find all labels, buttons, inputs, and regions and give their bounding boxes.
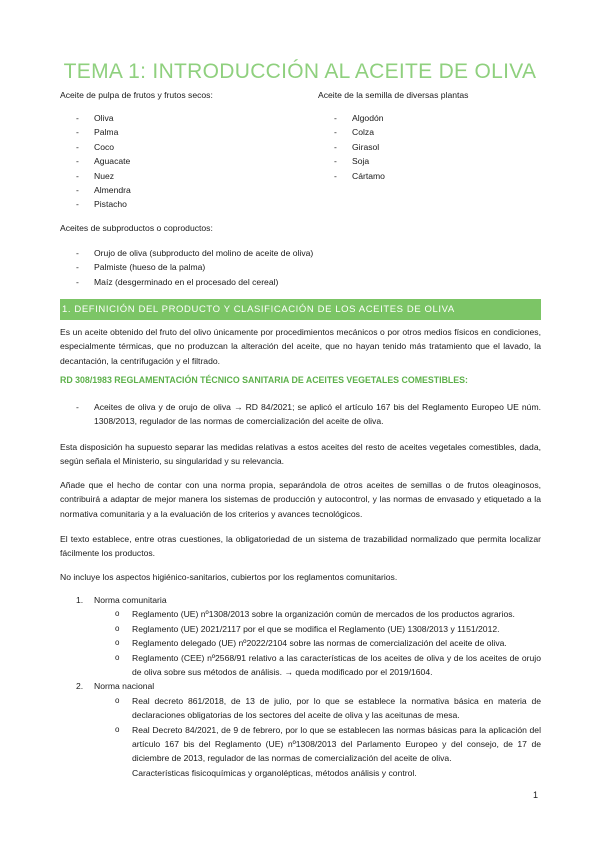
- section-heading-band: 1. DEFINICIÓN DEL PRODUCTO Y CLASIFICACIÓN DE LOS ACEITES DE OLIVA: [60, 299, 541, 320]
- list-item: - Colza: [334, 127, 374, 138]
- list-item: - Almendra: [76, 185, 131, 196]
- list-item: - Nuez: [76, 170, 115, 181]
- subproductos-list: [60, 246, 540, 289]
- paragraph: Añade que el hecho de contar con una norma propia, separándola de otros aceites de semillas o de frutos oleaginosos, contribuirá a adaptar de mejor manera los sistemas de producción y autocontrol, y las normas de envasado y etiquetado a la normativa comunitaria y a la evaluación de los criterios y avances tecnológicos.: [60, 480, 541, 519]
- norma-nacional: 2. Norma nacional: [76, 681, 155, 692]
- paragraph: Esta disposición ha supuesto separar las medidas relativas a estos aceites del resto de aceites vegetales comestibles, dada, según señala el Ministerio, su singularidad y su relevancia.: [60, 442, 541, 467]
- list-item: o Reglamento (CEE) nº2568/91 relativo a las características de los aceites de oliva y de los aceites de orujo de oliva sobre sus métodos de análisis. → queda modificado por el 2019/1604.: [115, 652, 541, 678]
- paragraph: El texto establece, entre otras cuestiones, la obligatoriedad de un sistema de trazabilidad normalizado que permita localizar fácilmente los productos.: [60, 534, 541, 559]
- rd-list: [60, 400, 541, 429]
- list-item: o Real decreto 861/2018, de 13 de julio, por lo que se establece la normativa básica en materia de declaraciones obligatorias de los sectores del aceite de oliva y las aceitunas de mesa.: [115, 695, 541, 721]
- semilla-list: [318, 111, 538, 183]
- paragraph: No incluye los aspectos higiénico-sanitarios, cubiertos por los reglamentos comunitarios.: [60, 572, 398, 582]
- subproductos-heading: Aceites de subproductos o coproductos:: [60, 223, 213, 233]
- list-item: - Orujo de oliva (subproducto del molino de aceite de oliva): [76, 248, 314, 258]
- definition-paragraph: Es un aceite obtenido del fruto del olivo únicamente por procedimientos mecánicos o por otros medios físicos en condiciones, especialmente térmicas, que no produzcan la alteración del aceite, que no hayan tenido más tratamiento que el lavado, la decantación, la centrifugación y el filtrado.: [60, 327, 541, 366]
- page-number: 1: [533, 790, 539, 800]
- list-item: o Real Decreto 84/2021, de 9 de febrero, por lo que se establecen las normas básicas para la aplicación del artículo 167 bis del Reglamento (UE) nº1308/2013 del Parlamento Europeo y del consejo, de 17 de diciembre de 2013, regulador de las normas de comercialización del aceite de oliva.: [115, 724, 541, 764]
- list-item: - Soja: [334, 156, 370, 167]
- list-item: - Cártamo: [334, 170, 385, 181]
- list-item: - Oliva: [76, 113, 114, 123]
- list-item: o Reglamento (UE) nº1308/2013 sobre la organización común de mercados de los productos agrarios.: [115, 609, 515, 620]
- list-item: - Maíz (desgerminado en el procesado del cereal): [76, 276, 279, 287]
- list-item: - Aguacate: [76, 156, 131, 167]
- list-item: - Palma: [76, 127, 119, 138]
- rd-heading: RD 308/1983 REGLAMENTACIÓN TÉCNICO SANITARIA DE ACEITES VEGETALES COMESTIBLES:: [60, 375, 468, 385]
- pulpa-heading: Aceite de pulpa de frutos y frutos secos:: [60, 90, 213, 100]
- list-item: o Reglamento (UE) 2021/2117 por el que se modifica el Reglamento (UE) 1308/2013 y 1151/2012.: [115, 623, 500, 634]
- semilla-heading: Aceite de la semilla de diversas plantas: [318, 90, 469, 100]
- list-item: - Algodón: [334, 113, 384, 123]
- list-item: - Aceites de oliva y de orujo de oliva → RD 84/2021; se aplicó el artículo 167 bis del Reglamento Europeo UE núm. 1308/2013, regulador de las normas de comercialización del aceite de oliva.: [76, 402, 541, 427]
- list-item: o Reglamento delegado (UE) nº2022/2104 sobre las normas de comercialización del aceite de oliva.: [115, 638, 507, 649]
- list-item-continuation: Características fisicoquímicas y organolépticas, métodos análisis y control.: [132, 767, 417, 778]
- document-title: TEMA 1: INTRODUCCIÓN AL ACEITE DE OLIVA: [63, 60, 537, 83]
- pulpa-list: [60, 111, 300, 212]
- list-item: - Palmiste (hueso de la palma): [76, 262, 206, 273]
- list-item: - Girasol: [334, 141, 380, 152]
- normas-list: [60, 593, 541, 780]
- norma-comunitaria: 1. Norma comunitaria: [76, 595, 167, 605]
- list-item: - Pistacho: [76, 199, 127, 210]
- list-item: - Coco: [76, 141, 115, 152]
